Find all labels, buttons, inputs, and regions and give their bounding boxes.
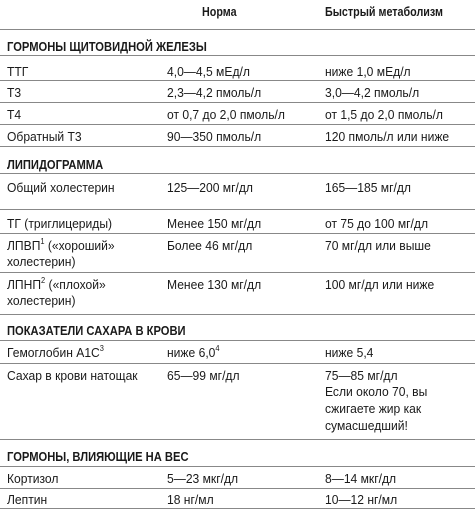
- row-fast: ниже 1,0 мЕд/л: [325, 64, 411, 79]
- row-fast: 8—14 мкг/дл: [325, 471, 397, 486]
- row-norm: Более 46 мг/дл: [167, 238, 253, 253]
- row-norm: 125—200 мг/дл: [167, 180, 253, 195]
- row-fast: ниже 5,4: [325, 345, 374, 360]
- row-divider: [0, 233, 475, 234]
- row-name: Обратный Т3: [7, 129, 82, 144]
- row-fast: 70 мг/дл или выше: [325, 238, 431, 253]
- row-norm: 2,3—4,2 пмоль/л: [167, 85, 262, 100]
- row-name: ЛПВП$^1$ («хороший»: [7, 236, 115, 253]
- row-fast-note: сжигаете жир как: [325, 401, 422, 416]
- header-divider: [0, 29, 475, 30]
- row-fast: 75—85 мг/дл: [325, 368, 398, 383]
- row-name: Общий холестерин: [7, 180, 115, 195]
- row-name: Кортизол: [7, 471, 59, 486]
- row-divider: [0, 508, 475, 509]
- column-header-norm: Норма: [202, 5, 237, 19]
- row-name-line2: холестерин): [7, 293, 76, 308]
- row-name: ТТГ: [7, 64, 29, 79]
- row-norm: 65—99 мг/дл: [167, 368, 240, 383]
- section-divider: [0, 340, 475, 341]
- row-norm: Менее 150 мг/дл: [167, 216, 262, 231]
- row-fast: от 1,5 до 2,0 пмоль/л: [325, 107, 443, 122]
- section-divider: [0, 173, 475, 174]
- section-divider: [0, 466, 475, 467]
- row-divider: [0, 439, 475, 440]
- row-fast: 3,0—4,2 пмоль/л: [325, 85, 420, 100]
- row-name: Гемоглобин $А1С^3$: [7, 343, 104, 360]
- row-divider: [0, 124, 475, 125]
- row-divider: [0, 102, 475, 103]
- row-divider: [0, 272, 475, 273]
- row-fast-note: сумасшедший!: [325, 418, 408, 433]
- row-norm: 5—23 мкг/дл: [167, 471, 239, 486]
- row-name-line2: холестерин): [7, 254, 76, 269]
- row-fast-note: Если около 70, вы: [325, 384, 428, 399]
- row-divider: [0, 314, 475, 315]
- row-norm: 4,0—4,5 мЕд/л: [167, 64, 250, 79]
- row-divider: [0, 363, 475, 364]
- row-name: Лептин: [7, 492, 48, 507]
- section-title-lipid-profile: ЛИПИДОГРАММА: [7, 157, 104, 172]
- section-title-blood-sugar: ПОКАЗАТЕЛИ САХАРА В КРОВИ: [7, 323, 186, 338]
- row-fast: 120 пмоль/л или ниже: [325, 129, 450, 144]
- row-name: Сахар в крови натощак: [7, 368, 138, 383]
- row-divider: [0, 488, 475, 489]
- section-divider: [0, 55, 475, 56]
- row-norm: ниже $6,0^4$: [167, 343, 220, 360]
- row-name: ЛПНП$^2$ («плохой»: [7, 275, 106, 292]
- row-name: Т4: [7, 107, 22, 122]
- section-title-thyroid: ГОРМОНЫ ЩИТОВИДНОЙ ЖЕЛЕЗЫ: [7, 39, 207, 54]
- row-norm: 90—350 пмоль/л: [167, 129, 262, 144]
- row-name: Т3: [7, 85, 22, 100]
- row-divider: [0, 209, 475, 210]
- row-divider: [0, 80, 475, 81]
- row-fast: 165—185 мг/дл: [325, 180, 411, 195]
- row-name: ТГ (триглицериды): [7, 216, 113, 231]
- row-norm: от 0,7 до 2,0 пмоль/л: [167, 107, 285, 122]
- row-norm: Менее 130 мг/дл: [167, 277, 262, 292]
- row-fast: 10—12 нг/мл: [325, 492, 398, 507]
- row-fast: 100 мг/дл или ниже: [325, 277, 435, 292]
- row-norm: 18 нг/мл: [167, 492, 214, 507]
- column-header-fast-metabolism: Быстрый метаболизм: [325, 5, 443, 19]
- section-title-weight-hormones: ГОРМОНЫ, ВЛИЯЮЩИЕ НА ВЕС: [7, 449, 189, 464]
- row-divider: [0, 146, 475, 147]
- row-fast: от 75 до 100 мг/дл: [325, 216, 429, 231]
